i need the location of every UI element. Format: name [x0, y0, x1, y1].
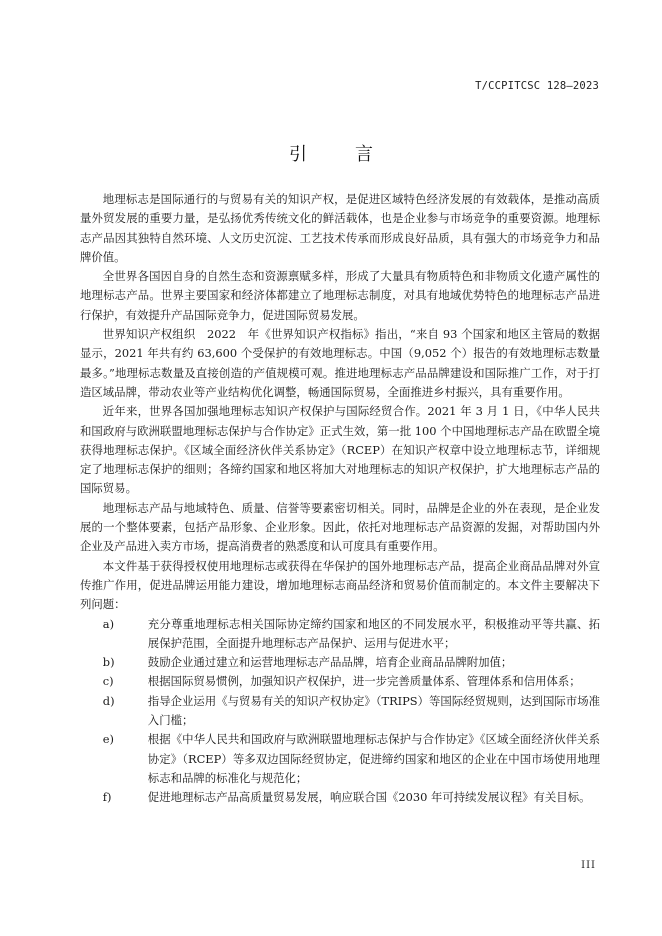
list-item-text: 根据《中华人民共和国政府与欧洲联盟地理标志保护与合作协定》《区域全面经济伙伴关系协定》（RCEP）等多双边国际经贸协定，促进缔约国家和地区的企业在中国市场使用地理标志和品牌的标准化与规范化；: [147, 732, 600, 785]
list-marker: a): [102, 616, 115, 631]
list-item: [103, 692, 600, 731]
list-item: [103, 653, 600, 672]
paragraph-5: 地理标志产品与地域特色、质量、信誉等要素密切相关。同时，品牌是企业的外在表现，是企业发展的一个整体要素，包括产品形象、企业形象。因此，依托对地理标志产品资源的发掘，对帮助国内外企业及产品进入卖方市场，提高消费者的熟悉度和认可度具有重要作用。: [80, 500, 600, 554]
list-item: [103, 615, 600, 654]
list-item: [103, 788, 600, 807]
list-item: [103, 672, 600, 691]
list-item-text: 促进地理标志产品高质量贸易发展，响应联合国《2030 年可持续发展议程》有关目标。: [147, 790, 591, 805]
list-marker: f): [102, 790, 112, 805]
document-id: T/CCPITCSC 128—2023: [475, 80, 599, 92]
paragraph-1: 地理标志是国际通行的与贸易有关的知识产权，是促进区域特色经济发展的有效载体，是推动高质量外贸发展的重要力量，是弘扬优秀传统文化的鲜活载体，也是企业参与市场竞争的重要资源。地理标志产品因其独特自然环境、人文历史沉淀、工艺技术传承而形成良好品质，具有强大的市场竞争力和品牌价值。: [80, 192, 600, 264]
paragraph-2: 全世界各国因自身的自然生态和资源禀赋多样，形成了大量具有物质特色和非物质文化遗产属性的地理标志产品。世界主要国家和经济体都建立了地理标志制度，对具有地域优势特色的地理标志产品进行保护，有效提升产品国际竞争力，促进国际贸易发展。: [80, 269, 600, 322]
page-number: III: [581, 860, 596, 871]
list-item: [103, 730, 600, 788]
body-text: [80, 190, 600, 808]
list-item-text: 指导企业运用《与贸易有关的知识产权协定》（TRIPS）等国际经贸规则，达到国际市场准入门槛；: [147, 693, 600, 728]
paragraph-3: 世界知识产权组织 2022 年《世界知识产权指标》指出，“来自 93 个国家和地区主管局的数据显示，2021 年共有约 63,600 个受保护的有效地理标志。中国（9,052 个）报告的有效地理标志数量最多。”地理标志数量及直接创造的产值规模可观。推进地理标志产品品牌建设和国际推广工作，对于打造区域品牌，带动农业等产业结构优化调整，畅通国际贸易，全面推进乡村振兴，具有重要作用。: [80, 327, 600, 399]
list-item-text: 根据国际贸易惯例，加强知识产权保护，进一步完善质量体系、管理体系和信用体系；: [147, 674, 581, 689]
problem-list: [80, 615, 600, 808]
list-marker: d): [102, 693, 115, 708]
list-marker: e): [102, 732, 114, 747]
paragraph-4: 近年来，世界各国加强地理标志知识产权保护与国际经贸合作。2021 年 3 月 1 日，《中华人民共和国政府与欧洲联盟地理标志保护与合作协定》正式生效，第一批 100 个中国地理标志产品在欧盟全境获得地理标志保护。《区域全面经济伙伴关系协定》（RCEP）在知识产权章中设立地理标志节，详细规定了地理标志保护的细则；各缔约国家和地区将加大对地理标志的知识产权保护，扩大地理标志产品的国际贸易。: [80, 404, 600, 496]
list-item-text: 充分尊重地理标志相关国际协定缔约国家和地区的不同发展水平，积极推动平等共赢、拓展保护范围，全面提升地理标志产品保护、运用与促进水平；: [147, 616, 600, 650]
paragraph-6: 本文件基于获得授权使用地理标志或获得在华保护的国外地理标志产品，提高企业商品品牌对外宣传推广作用，促进品牌运用能力建设，增加地理标志商品经济和贸易价值而制定的。本文件主要解决下列问题：: [80, 558, 600, 612]
list-marker: c): [102, 674, 114, 689]
page-title: 引言: [289, 144, 421, 165]
list-item-text: 鼓励企业通过建立和运营地理标志产品品牌，培育企业商品品牌附加值；: [147, 655, 513, 670]
list-marker: b): [102, 655, 115, 670]
